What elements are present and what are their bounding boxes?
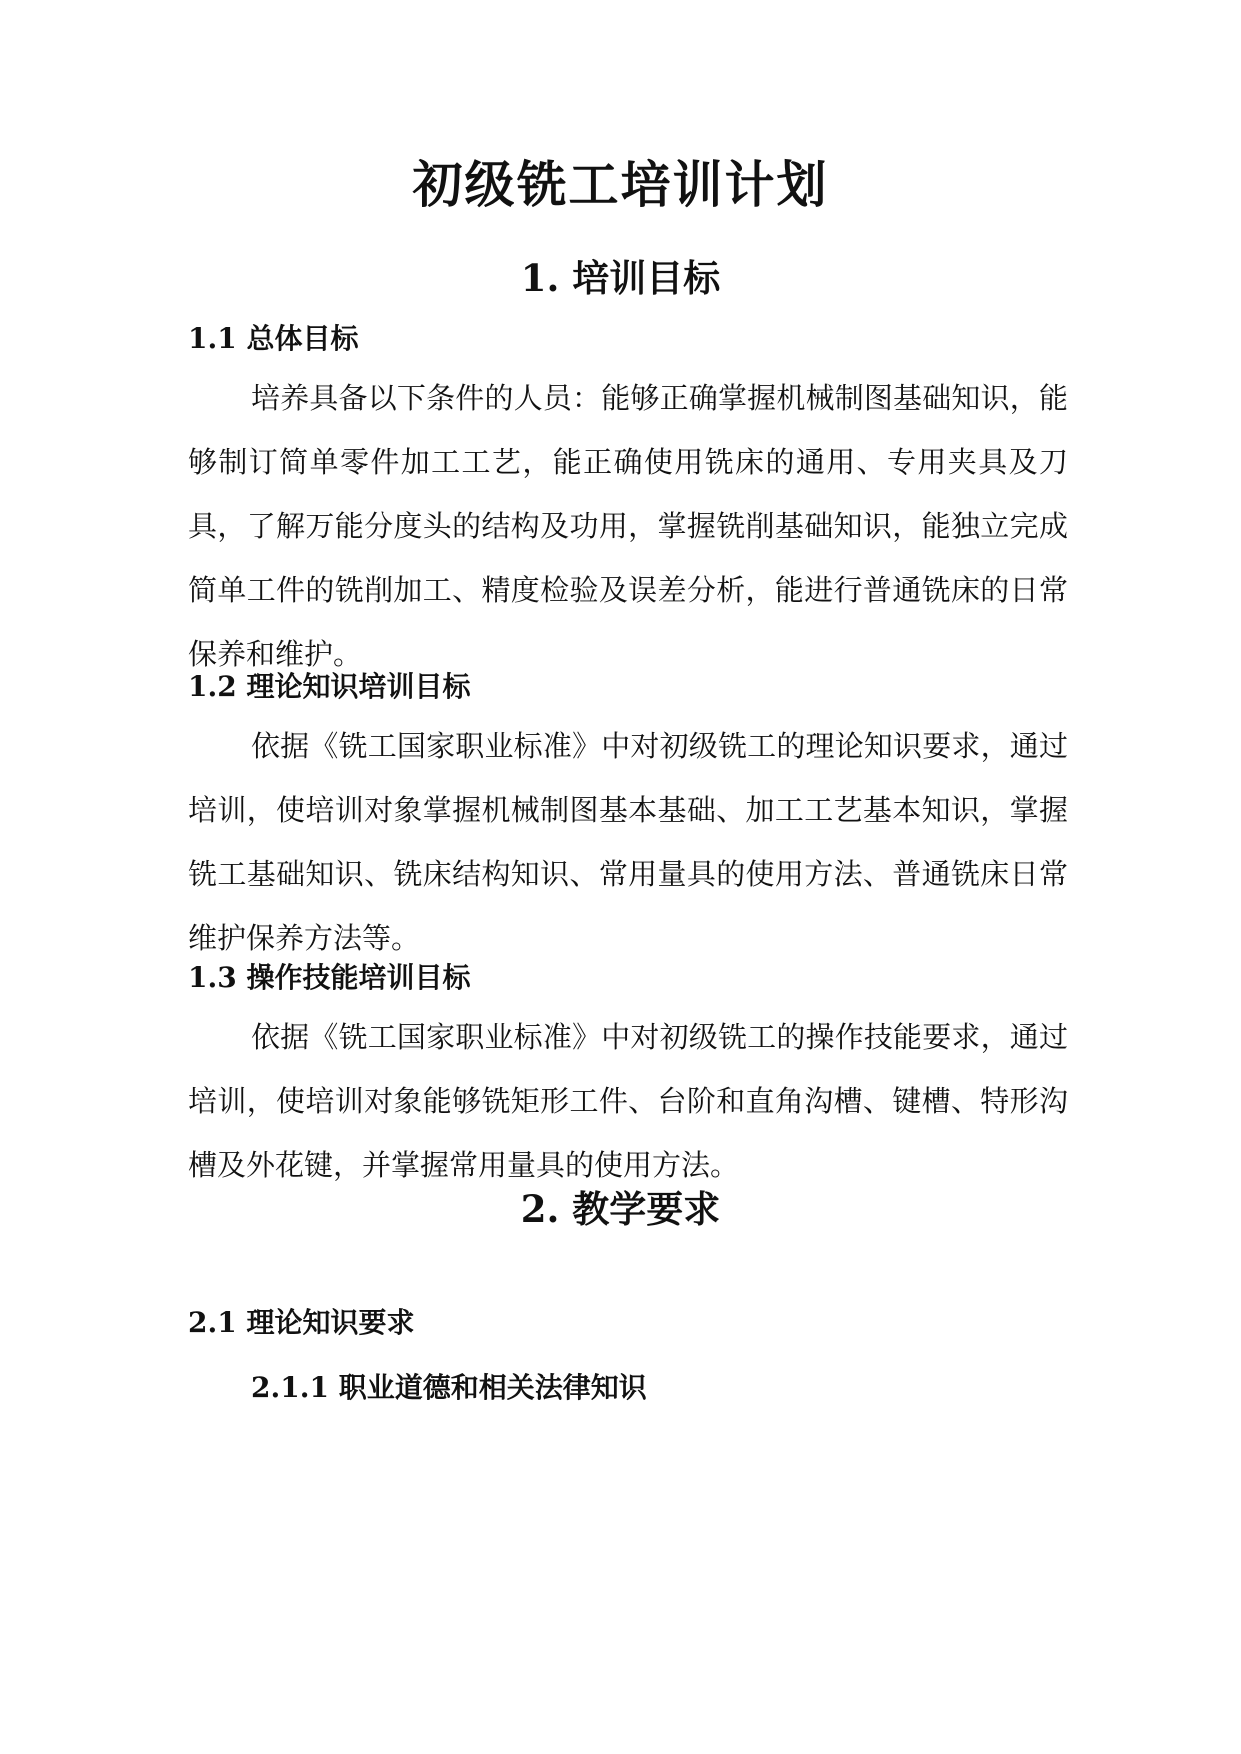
item-heading-ethics-law: 2.1.1 职业道德和相关法律知识 <box>251 1371 647 1404</box>
section-heading-teaching-requirements: 2. 教学要求 <box>520 1187 721 1231</box>
paragraph-skill-goal: 依据《铣工国家职业标准》中对初级铣工的操作技能要求，通过培训，使培训对象能够铣矩形工件、台阶和直角沟槽、键槽、特形沟槽及外花键，并掌握常用量具的使用方法。 <box>188 1020 1068 1182</box>
paragraph-theory-goal: 依据《铣工国家职业标准》中对初级铣工的理论知识要求，通过培训，使培训对象掌握机械制图基本基础、加工工艺基本知识，掌握铣工基础知识、铣床结构知识、常用量具的使用方法、普通铣床日常维护保养方法等。 <box>188 729 1068 955</box>
subsection-heading-overall-goal: 1.1 总体目标 <box>188 322 359 355</box>
section-heading-training-goals: 1. 培训目标 <box>520 256 721 300</box>
subsection-heading-theory-requirements: 2.1 理论知识要求 <box>188 1306 415 1339</box>
subsection-heading-theory-goal: 1.2 理论知识培训目标 <box>188 670 471 703</box>
paragraph-overall-goal: 培养具备以下条件的人员：能够正确掌握机械制图基础知识，能够制订简单零件加工工艺，能正确使用铣床的通用、专用夹具及刀具，了解万能分度头的结构及功用，掌握铣削基础知识，能独立完成简单工件的铣削加工、精度检验及误差分析，能进行普通铣床的日常保养和维护。 <box>188 381 1068 671</box>
subsection-heading-skill-goal: 1.3 操作技能培训目标 <box>188 961 471 994</box>
document-title: 初级铣工培训计划 <box>412 155 829 214</box>
